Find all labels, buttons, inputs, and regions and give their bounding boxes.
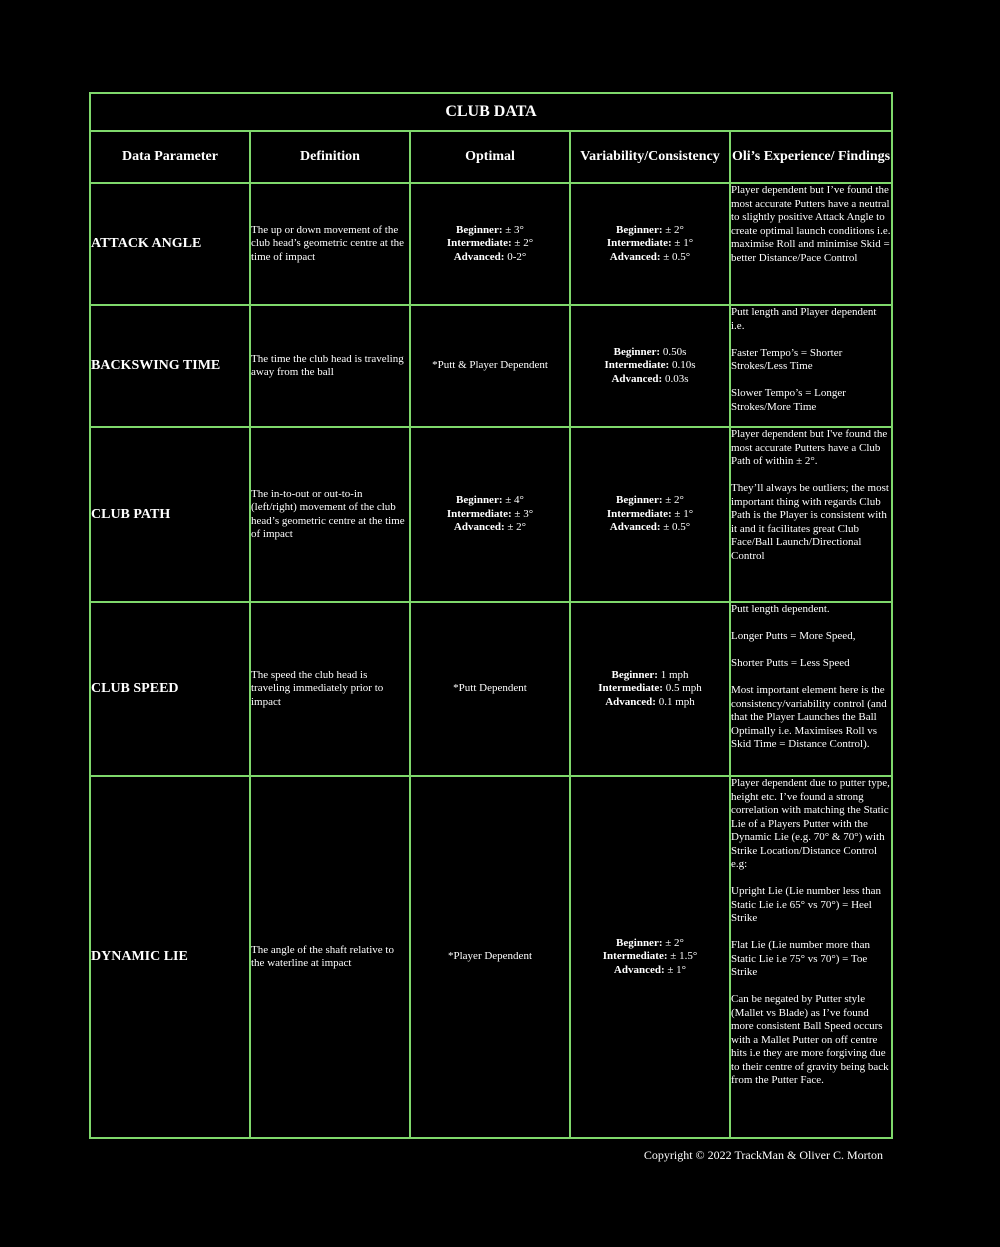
header-definition: Definition	[250, 131, 410, 183]
row-findings: Putt length and Player dependent i.e. Faster Tempo’s = Shorter Strokes/Less Time Slower Tempo’s = Longer Strokes/More Time	[730, 305, 892, 427]
row-variability: Beginner: ± 2° Intermediate: ± 1° Advanced: ± 0.5°	[570, 183, 730, 305]
row-optimal: Beginner: ± 3° Intermediate: ± 2° Advanced: 0-2°	[410, 183, 570, 305]
row-findings: Putt length dependent. Longer Putts = More Speed, Shorter Putts = Less Speed Most important element here is the consistency/variability control (and that the Player Launches the Ball Optimally i.e. Maximises Roll vs Skid Time = Distance Control).	[730, 602, 892, 776]
row-findings: Player dependent but I've found the most accurate Putters have a Club Path of within ± 2°. They’ll always be outliers; the most important thing with regards Club Path is the Player is consistent with it and it facilitates great Club Face/Ball Launch/Directional Control	[730, 427, 892, 602]
row-param: DYNAMIC LIE	[90, 776, 250, 1138]
row-definition: The in-to-out or out-to-in (left/right) movement of the club head’s geometric centre at the time of impact	[250, 427, 410, 602]
row-definition: The angle of the shaft relative to the waterline at impact	[250, 776, 410, 1138]
row-param: CLUB SPEED	[90, 602, 250, 776]
row-variability: Beginner: ± 2° Intermediate: ± 1° Advanced: ± 0.5°	[570, 427, 730, 602]
row-optimal: *Putt Dependent	[410, 602, 570, 776]
row-variability: Beginner: 0.50s Intermediate: 0.10s Advanced: 0.03s	[570, 305, 730, 427]
row-param: CLUB PATH	[90, 427, 250, 602]
row-param: BACKSWING TIME	[90, 305, 250, 427]
row-definition: The time the club head is traveling away from the ball	[250, 305, 410, 427]
row-optimal: Beginner: ± 4° Intermediate: ± 3° Advanced: ± 2°	[410, 427, 570, 602]
row-definition: The up or down movement of the club head’s geometric centre at the time of impact	[250, 183, 410, 305]
table-row	[90, 602, 892, 776]
table-title: CLUB DATA	[90, 93, 892, 131]
table-row	[90, 183, 892, 305]
table-row	[90, 427, 892, 602]
header-data-parameter: Data Parameter	[90, 131, 250, 183]
row-optimal: *Player Dependent	[410, 776, 570, 1138]
header-variability: Variability/Consistency	[570, 131, 730, 183]
header-findings: Oli’s Experience/ Findings	[730, 131, 892, 183]
row-optimal: *Putt & Player Dependent	[410, 305, 570, 427]
copyright-text: Copyright © 2022 TrackMan & Oliver C. Morton	[643, 1148, 883, 1162]
table-row	[90, 305, 892, 427]
table-row	[90, 776, 892, 1138]
row-param: ATTACK ANGLE	[90, 183, 250, 305]
club-data-table	[89, 92, 893, 1139]
row-variability: Beginner: 1 mph Intermediate: 0.5 mph Advanced: 0.1 mph	[570, 602, 730, 776]
row-variability: Beginner: ± 2° Intermediate: ± 1.5° Advanced: ± 1°	[570, 776, 730, 1138]
header-optimal: Optimal	[410, 131, 570, 183]
row-findings: Player dependent due to putter type, height etc. I’ve found a strong correlation with matching the Static Lie of a Players Putter with the Dynamic Lie (e.g. 70° & 70°) with Strike Location/Distance Control e.g: Upright Lie (Lie number less than Static Lie i.e 65° vs 70°) = Heel Strike Flat Lie (Lie number more than Static Lie i.e 75° vs 70°) = Toe Strike Can be negated by Putter style (Mallet vs Blade) as I’ve found more consistent Ball Speed occurs with a Mallet Putter on off centre hits i.e they are more forgiving due to their centre of gravity being back from the Putter Face.	[730, 776, 892, 1138]
row-definition: The speed the club head is traveling immediately prior to impact	[250, 602, 410, 776]
row-findings: Player dependent but I’ve found the most accurate Putters have a neutral to slightly positive Attack Angle to create optimal launch conditions i.e. maximise Roll and minimise Skid = better Distance/Pace Control	[730, 183, 892, 305]
